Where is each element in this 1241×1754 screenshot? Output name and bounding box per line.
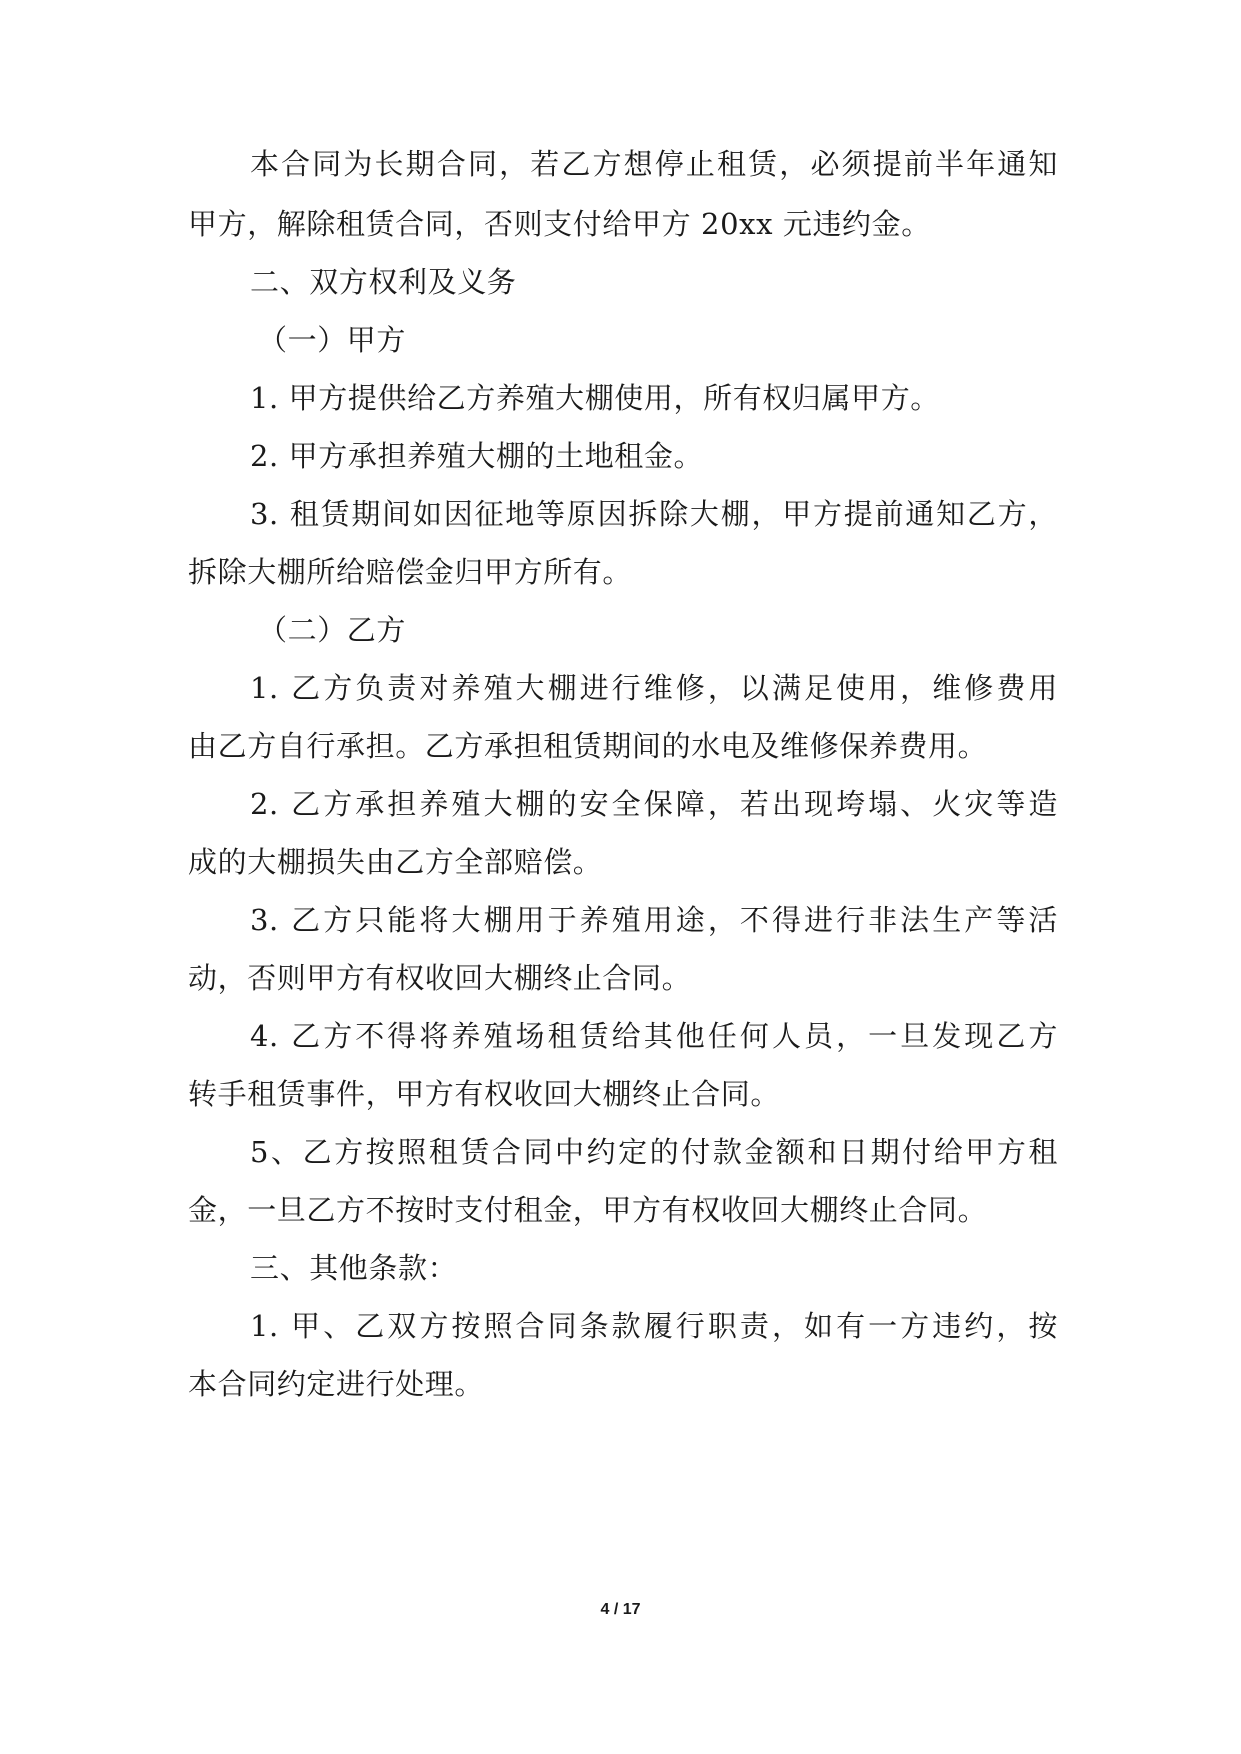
list-item: 3. 租赁期间如因征地等原因拆除大棚，甲方提前通知乙方， — [250, 497, 1058, 531]
paragraph-line: 本合同约定进行处理。 — [188, 1367, 485, 1401]
paragraph-line: 转手租赁事件，甲方有权收回大棚终止合同。 — [188, 1077, 781, 1111]
list-item: 1. 甲、乙双方按照合同条款履行职责，如有一方违约，按 — [250, 1309, 1058, 1343]
paragraph-line: 拆除大棚所给赔偿金归甲方所有。 — [188, 555, 633, 589]
list-item: 1. 乙方负责对养殖大棚进行维修，以满足使用，维修费用 — [250, 671, 1058, 705]
paragraph-line: 本合同为长期合同，若乙方想停止租赁，必须提前半年通知 — [250, 147, 1058, 181]
list-item: 5、乙方按照租赁合同中约定的付款金额和日期付给甲方租 — [250, 1135, 1058, 1169]
list-item: 2. 甲方承担养殖大棚的土地租金。 — [250, 439, 704, 473]
list-item: 1. 甲方提供给乙方养殖大棚使用，所有权归属甲方。 — [250, 381, 940, 415]
paragraph-line: 金，一旦乙方不按时支付租金，甲方有权收回大棚终止合同。 — [188, 1193, 988, 1227]
section-heading: 三、其他条款： — [250, 1251, 458, 1285]
page-number: 4 / 17 — [600, 1601, 641, 1618]
list-item: 4. 乙方不得将养殖场租赁给其他任何人员，一旦发现乙方 — [250, 1019, 1058, 1053]
list-item: 3. 乙方只能将大棚用于养殖用途，不得进行非法生产等活 — [250, 903, 1058, 937]
subsection-heading: （二）乙方 — [258, 613, 407, 647]
paragraph-line: 甲方，解除租赁合同，否则支付给甲方 20xx 元违约金。 — [188, 207, 931, 241]
paragraph-line: 成的大棚损失由乙方全部赔偿。 — [188, 845, 603, 879]
subsection-heading: （一）甲方 — [258, 323, 407, 357]
section-heading: 二、双方权利及义务 — [250, 265, 517, 299]
paragraph-line: 由乙方自行承担。乙方承担租赁期间的水电及维修保养费用。 — [188, 729, 988, 763]
list-item: 2. 乙方承担养殖大棚的安全保障，若出现垮塌、火灾等造 — [250, 787, 1058, 821]
paragraph-line: 动，否则甲方有权收回大棚终止合同。 — [188, 961, 692, 995]
